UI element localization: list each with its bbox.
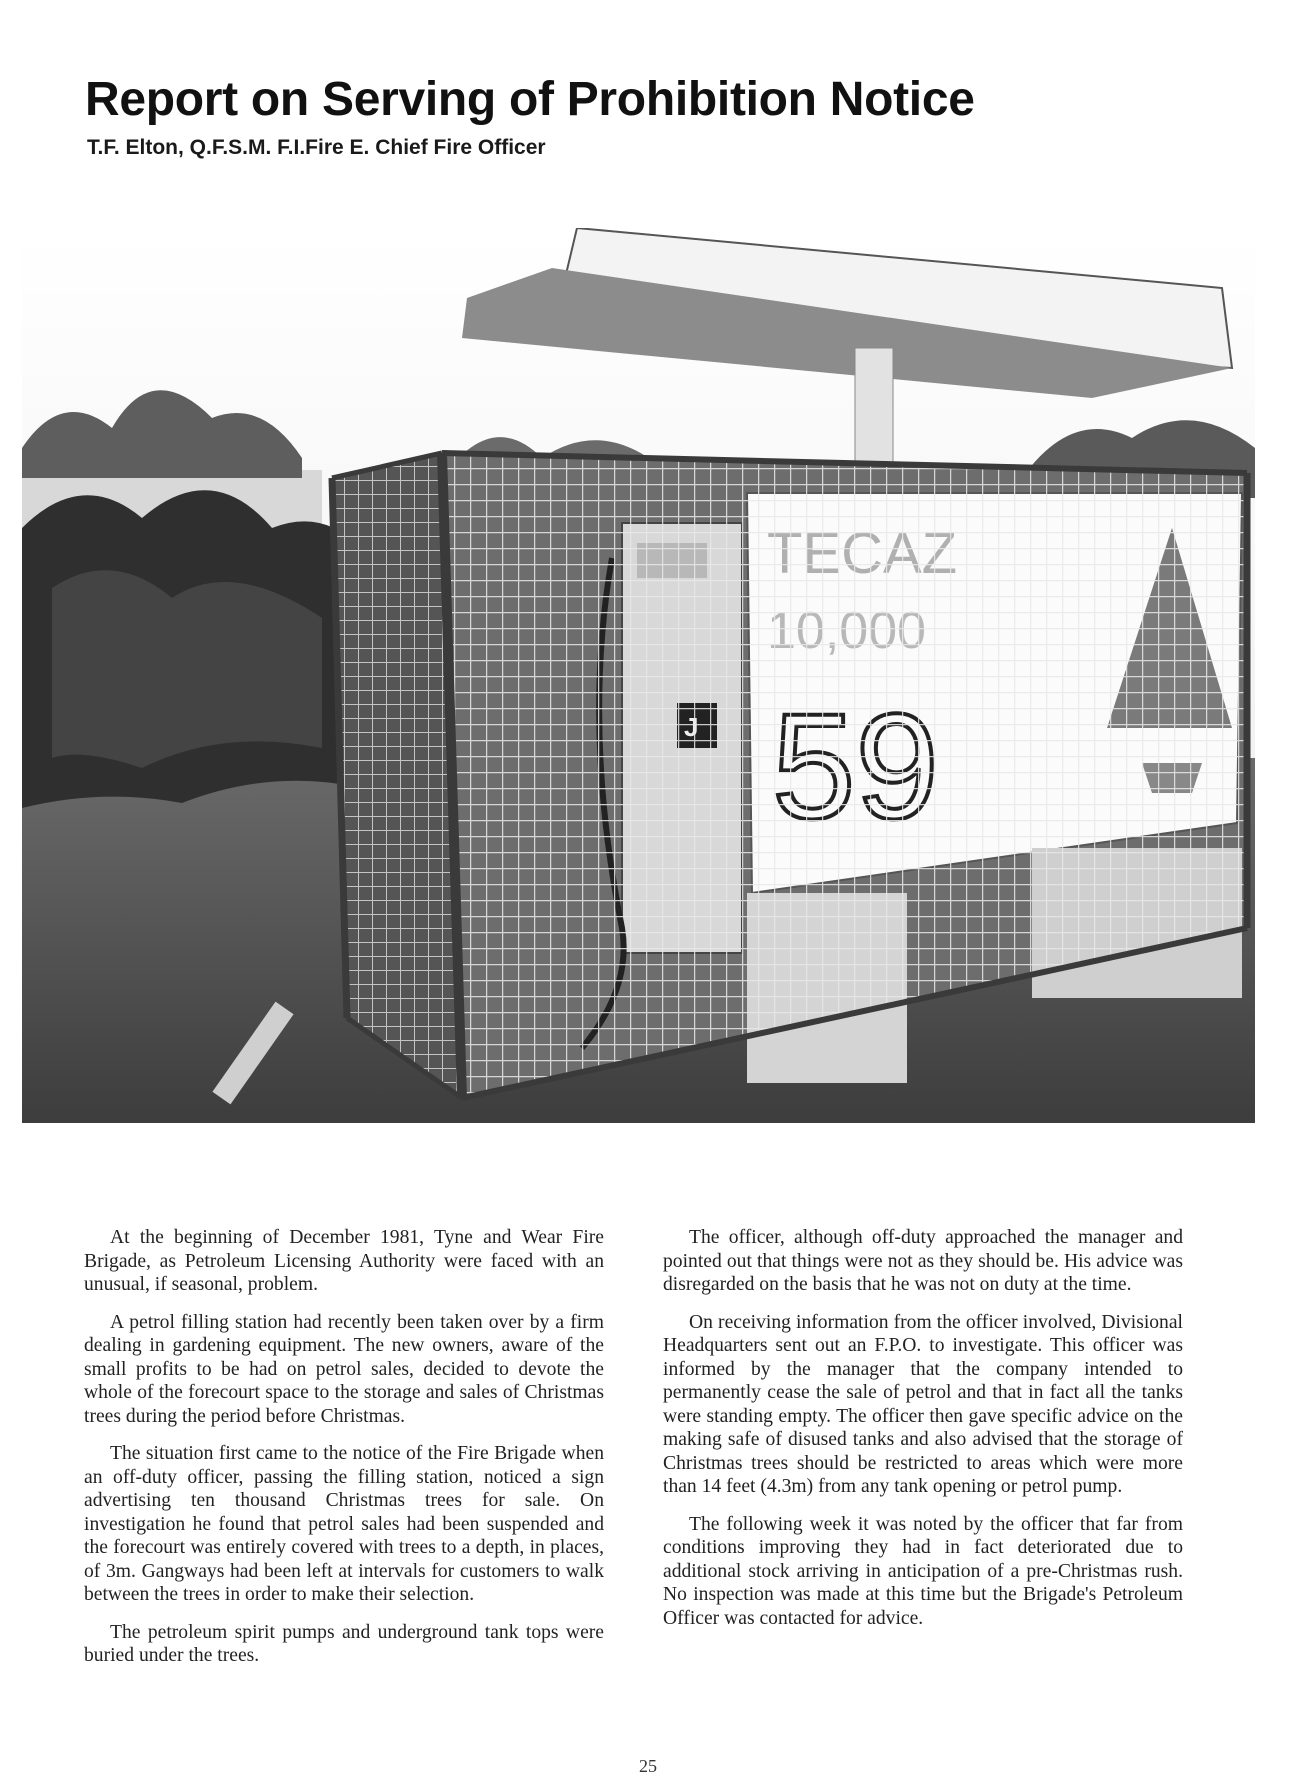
paragraph: At the beginning of December 1981, Tyne and Wear Fire Brigade, as Petroleum Licensing Authority were faced with an unusual, if seasonal, problem. [84,1227,604,1295]
article-photo [22,228,1255,1123]
paragraph: A petrol filling station had recently been taken over by a firm dealing in gardening equipment. The new owners, aware of the small profits to be had on petrol sales, decided to devote the whole of the forecourt space to the storage and sales of Christmas trees during the period before Christmas. [84,1311,604,1427]
paragraph: On receiving information from the officer involved, Divisional Headquarters sent out an F.P.O. to investigate. This officer was informed by the manager that the company intended to permanently cease the sale of petrol and that in fact all the tanks were standing empty. The officer then gave specific advice on the making safe of disused tanks and also advised that the storage of Christmas trees should be restricted to areas which were more than 14 feet (4.3m) from any tank opening or petrol pump. [663,1311,1183,1497]
page-number: 25 [639,1756,657,1776]
author-byline: T.F. Elton, Q.F.S.M. F.I.Fire E. Chief Fire Officer [87,136,546,159]
text-column-left [84,1226,604,1682]
article-title: Report on Serving of Prohibition Notice [85,73,975,126]
paragraph: The situation first came to the notice of the Fire Brigade when an off-duty officer, passing the filling station, noticed a sign advertising ten thousand Christmas trees for sale. On investigation he found that petrol sales had been suspended and the forecourt was entirely covered with trees to a depth, in places, of 3m. Gangways had been left at intervals for customers to walk between the trees in order to make their selection. [84,1443,604,1605]
paragraph: The following week it was noted by the officer that far from conditions improving they had in fact deteriorated due to additional stock arriving in anticipation of a pre-Christmas rush. No inspection was made at this time but the Brigade's Petroleum Officer was contacted for advice. [663,1513,1183,1629]
paragraph: The officer, although off-duty approached the manager and pointed out that things were not as they should be. His advice was disregarded on the basis that he was not on duty at the time. [663,1227,1183,1295]
paragraph: The petroleum spirit pumps and underground tank tops were buried under the trees. [84,1621,604,1666]
text-column-right [663,1226,1183,1644]
